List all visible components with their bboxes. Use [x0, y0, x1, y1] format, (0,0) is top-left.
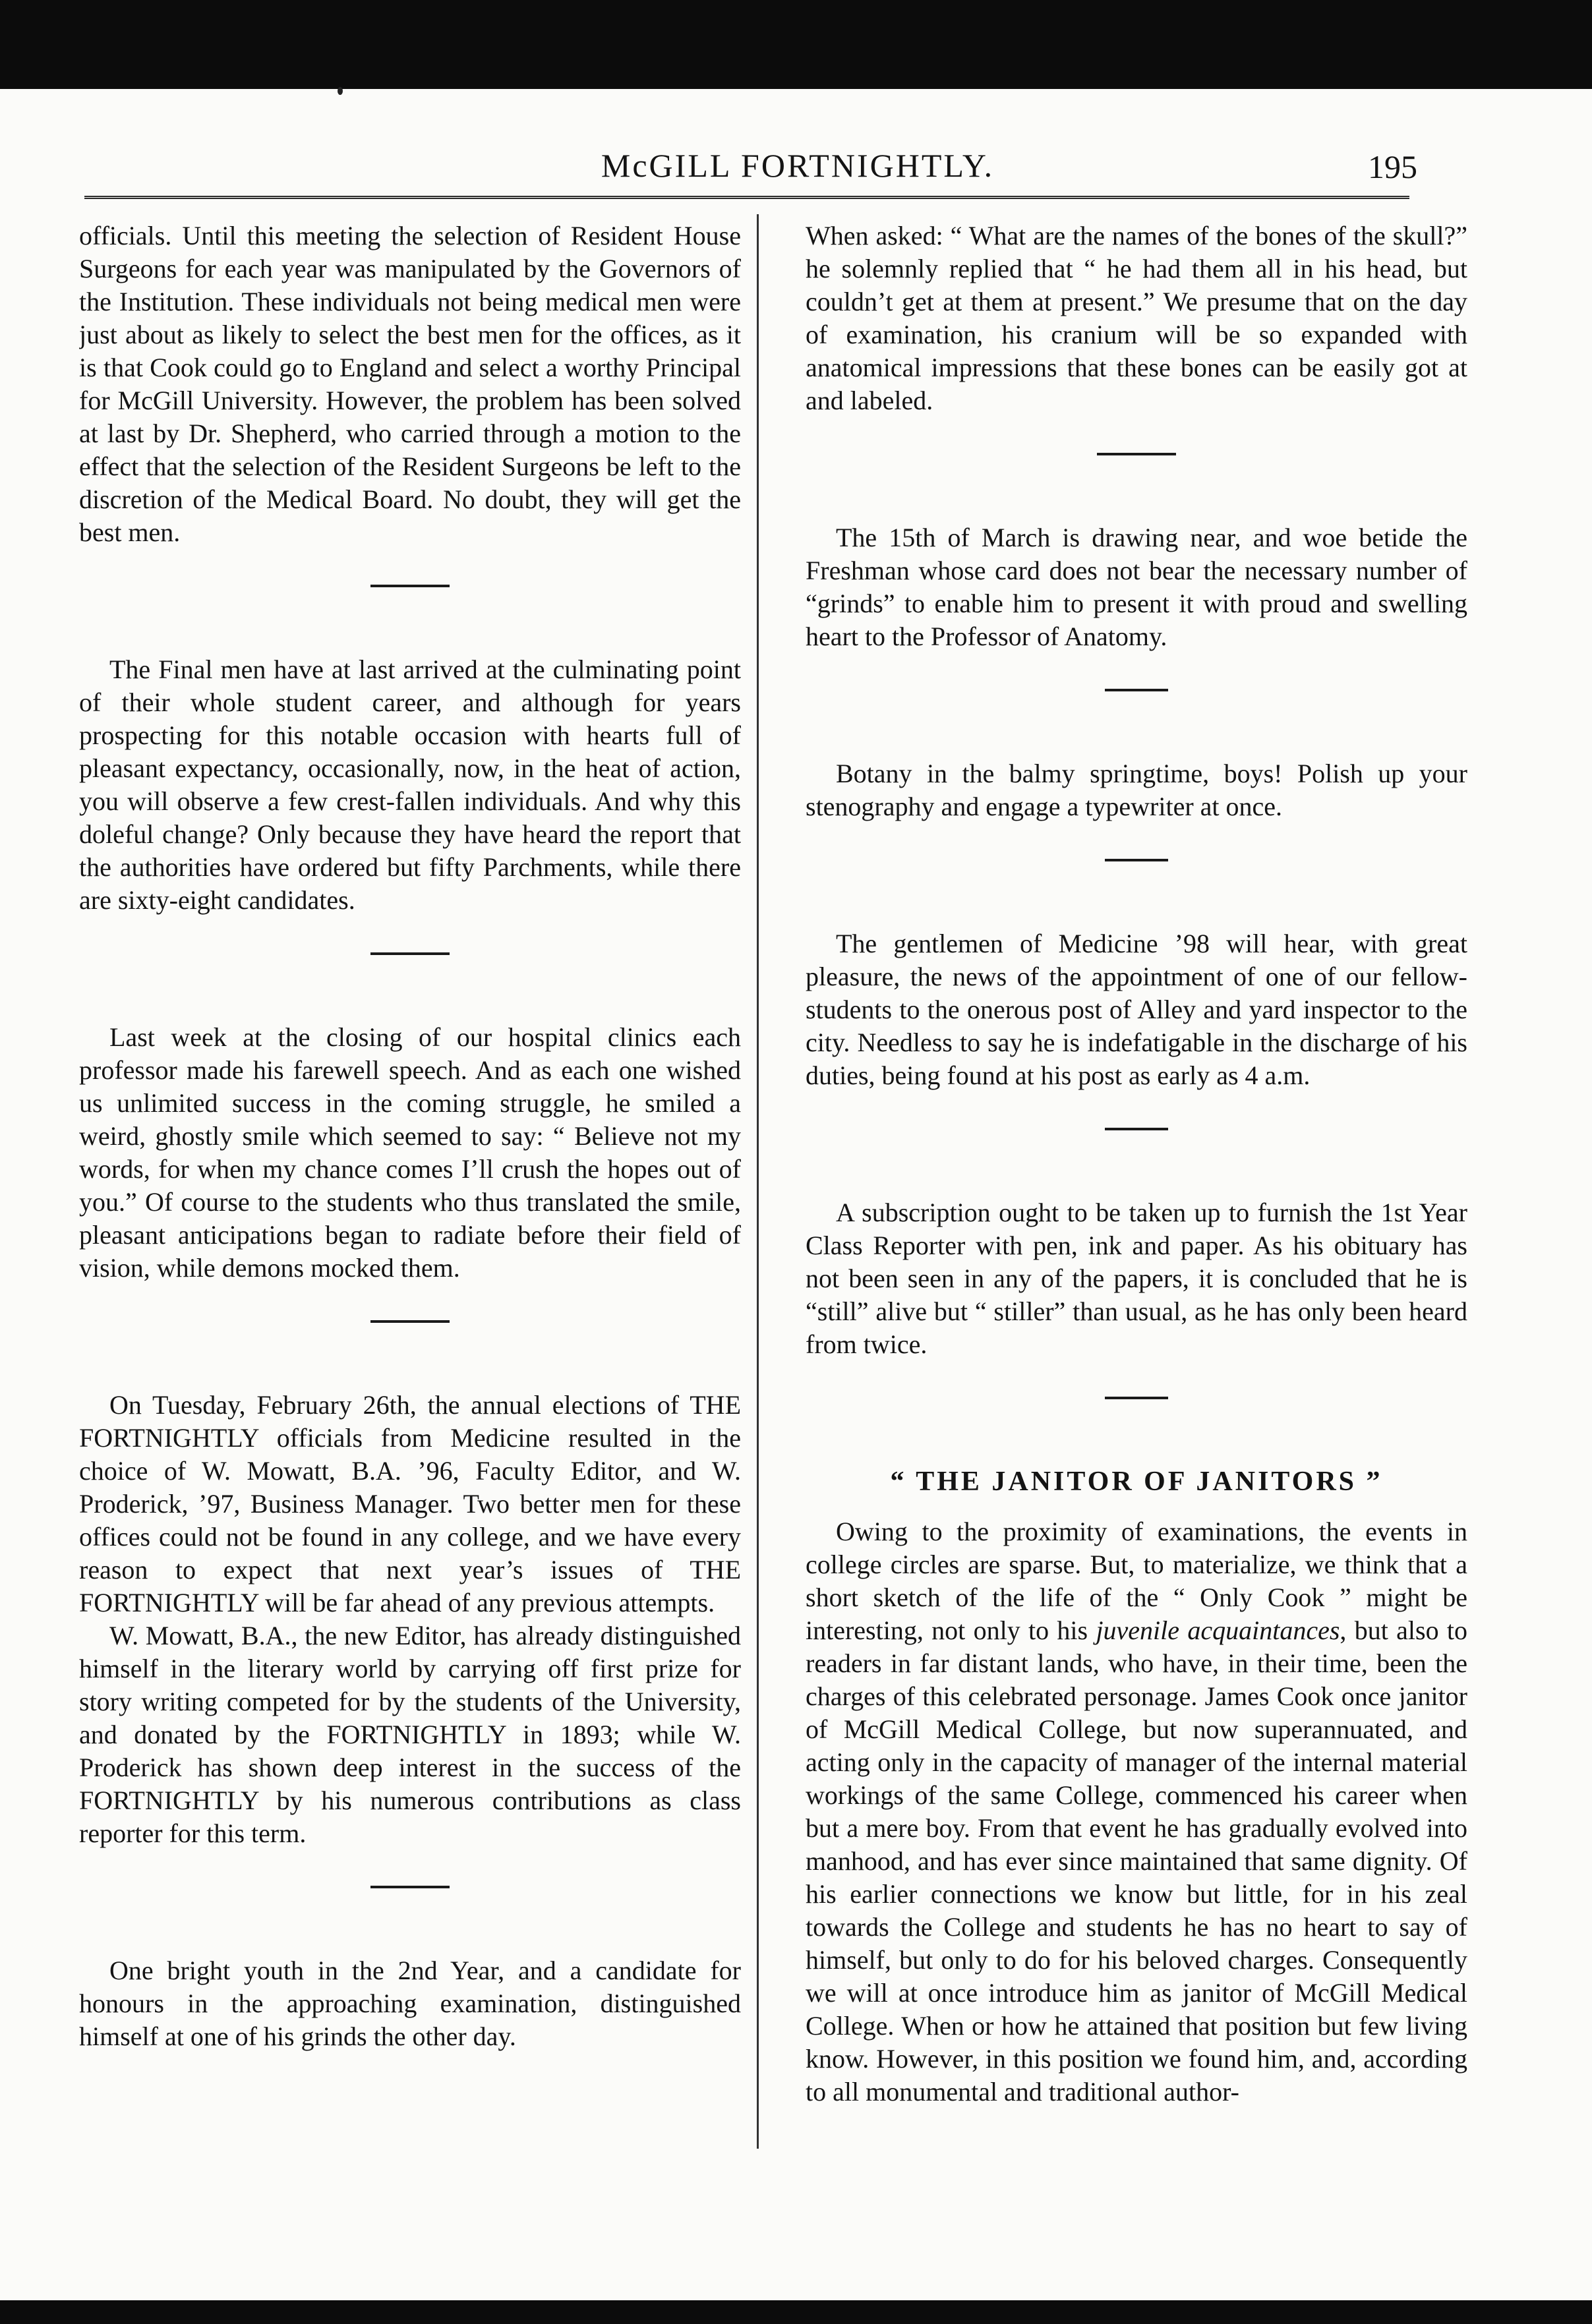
right-column — [806, 219, 1467, 2269]
paragraph-farewell-speech: Last week at the closing of our hospital clinics each professor made his farewell speech. And as each one wished us unlimited success in the coming struggle, he smiled a weird, ghostly smile which seemed to say: “ Believe not my words, for when my chance comes I’ll crush the hopes out of you.” Of course to the students who thus translated the smile, pleasant anticipations began to radiate before their field of vision, while demons mocked them. — [79, 1022, 741, 1283]
section-divider — [370, 1886, 450, 1888]
paragraph-new-editor: W. Mowatt, B.A., the new Editor, has already distinguished himself in the literary world by carrying off first prize for story writing competed for by the students of the University, and donated by the FORTNIGHTLY in 1893; while W. Proderick has shown deep interest in the success of the FORTNIGHTLY by his numerous contributions as class reporter for this term. — [79, 1621, 741, 1848]
header-rule — [84, 196, 1409, 199]
section-divider — [1105, 859, 1168, 861]
paragraph-alley-inspector: The gentlemen of Medicine ’98 will hear, with great pleasure, the news of the appointment of one of our fellow-students to the onerous post of Alley and yard inspector to the city. Needless to say he is indefatigable in the discharge of his duties, being found at his post as early as 4 a.m. — [806, 929, 1467, 1090]
paragraph-class-reporter: A subscription ought to be taken up to furnish the 1st Year Class Reporter with pen, ink and paper. As his obituary has not been seen in any of the papers, it is concluded that he is “still” alive but “ stiller” than usual, as he has only been heard from twice. — [806, 1198, 1467, 1359]
section-divider — [1105, 1397, 1168, 1399]
paragraph-bright-youth: One bright youth in the 2nd Year, and a candidate for honours in the approaching examination, distinguished himself at one of his grinds the other day. — [79, 1956, 741, 2051]
janitor-article-text-start: Owing to the proximity of examinations, the events in college circles are sparse. But, to materialize, we think that a short sketch of the life of the “ Only Cook ” might be interesting, not only to his — [806, 1517, 1467, 1645]
paragraph-elections: On Tuesday, February 26th, the annual elections of THE FORTNIGHTLY officials from Medicine resulted in the choice of W. Mowatt, B.A. ’96, Faculty Editor, and W. Proderick, ’97, Business Manager. Two better men for these offices could not be found in any college, and we have every reason to expect that next year’s issues of THE FORTNIGHTLY will be far ahead of any previous attempts. — [79, 1390, 741, 1617]
paragraph-skull-bones: When asked: “ What are the names of the bones of the skull?” he solemnly replied that “ he had them all in his head, but couldn’t get at them at present.” We presume that on the day of examination, his cranium will be so expanded with anatomical impressions that these bones can be easily got at and labeled. — [806, 221, 1467, 415]
section-divider — [1105, 689, 1168, 691]
journal-title: McGILL FORTNIGHTLY. — [601, 147, 995, 184]
section-divider — [1105, 1128, 1168, 1130]
paragraph-march-grinds: The 15th of March is drawing near, and woe betide the Freshman whose card does not bear the necessary number of “grinds” to enable him to present it with proud and swelling heart to the Professor of Anatomy. — [806, 523, 1467, 651]
scan-top-border — [0, 0, 1592, 89]
section-divider — [370, 585, 450, 587]
janitor-article-heading: “ THE JANITOR OF JANITORS ” — [890, 1467, 1383, 1497]
section-divider — [370, 1320, 450, 1323]
running-head — [0, 146, 1592, 192]
section-divider — [1097, 453, 1176, 455]
section-divider — [370, 952, 450, 955]
janitor-article-text-continued: , but also to readers in far distant lands, who have, in their time, been the charges of this celebrated personage. James Cook once janitor of McGill Medical College, but now superannuated, and acting only in the capacity of manager of the internal material workings of the same College, commenced his career when but a mere boy. From that event he has gradually evolved into manhood, and has ever since maintained that same dignity. Of his earlier connections we know but little, for in his zeal towards the College and students he has no heart to say of himself, but only to do for his beloved charges. Consequently we will at once introduce him as janitor of McGill Medical College. When or how he attained that position but few living know. However, in this position we found him, and, according to all monumental and traditional author- — [806, 1615, 1467, 2106]
scan-bottom-border — [0, 2300, 1592, 2324]
scan-speck — [338, 87, 343, 95]
page-number: 195 — [1368, 148, 1417, 185]
paragraph-botany: Botany in the balmy springtime, boys! Polish up your stenography and engage a typewriter at once. — [806, 759, 1467, 821]
column-divider — [757, 214, 759, 2149]
left-column — [79, 219, 741, 2269]
paragraph-resident-surgeons: officials. Until this meeting the selection of Resident House Surgeons for each year was manipulated by the Governors of the Institution. These individuals not being medical men were just about as likely to select the best men for the offices, as it is that Cook could go to England and select a worthy Principal for McGill University. However, the problem has been solved at last by Dr. Shepherd, who carried through a motion to the effect that the selection of the Resident Surgeons be left to the discretion of the Medical Board. No doubt, they will get the best men. — [79, 221, 741, 547]
janitor-article-body — [806, 1515, 1467, 2108]
paragraph-final-men: The Final men have at last arrived at the culminating point of their whole student career, and although for years prospecting for this notable occasion with hearts full of pleasant expectancy, occasionally, now, in the heat of action, you will observe a few crest-fallen individuals. And why this doleful change? Only because they have heard the report that the authorities have ordered but fifty Parchments, while there are sixty-eight candidates. — [79, 654, 741, 915]
janitor-article-italic-phrase: juvenile acquaintances — [1096, 1615, 1340, 1645]
